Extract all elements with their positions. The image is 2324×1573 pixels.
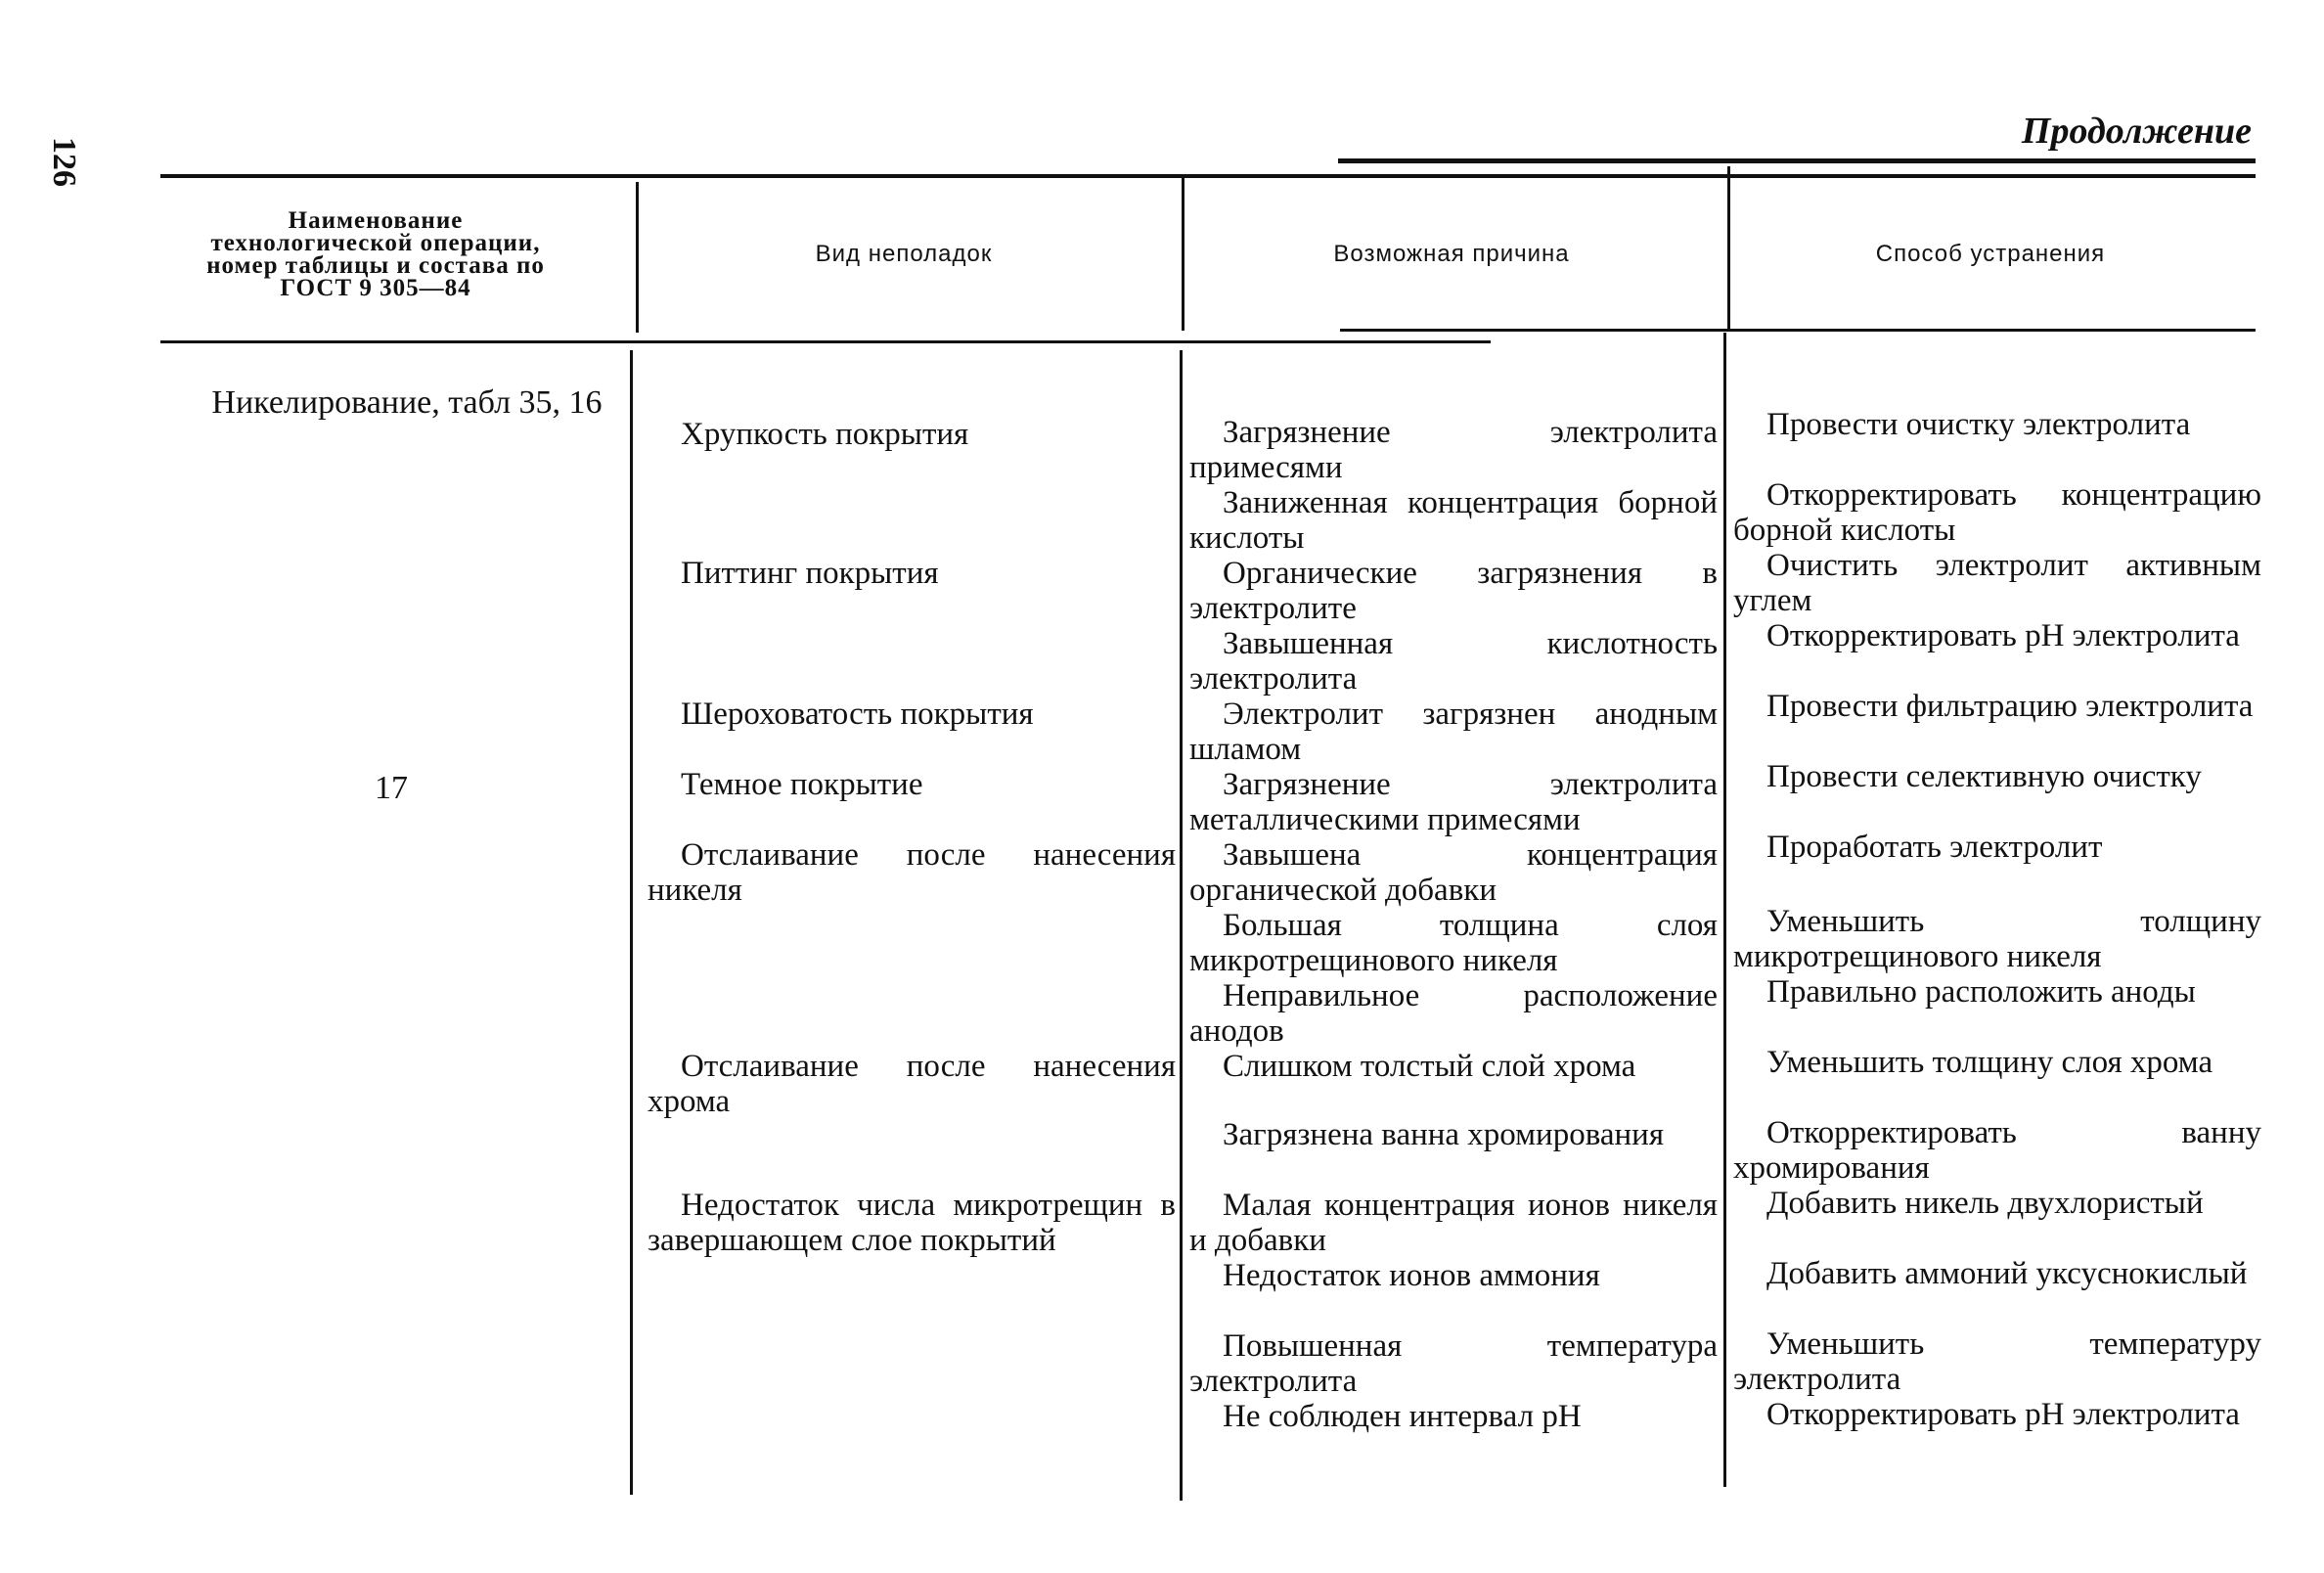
cause-12: Малая концентрация ионов никеля и добавки [1189,1188,1718,1258]
cause-1: Загрязнение электролита примесями [1189,415,1718,485]
defect-4: Темное покрытие [681,767,923,802]
defect-2: Питтинг покрытия [681,556,939,591]
defect-5: Отслаивание после нанесения никеля [648,837,1176,908]
column-divider-2 [1182,174,1184,331]
header-rule-right [1340,329,2256,332]
cause-9: Неправильное расположение анодов [1189,978,1718,1049]
header-defect [640,178,1168,331]
header-cause-text: Возможная причина [1333,241,1570,267]
remedy-15: Откорректировать pH электролита [1766,1397,2240,1432]
cause-14: Повышенная температура электролита [1189,1328,1718,1399]
cause-4: Завышенная кислотность электролита [1189,626,1718,697]
cause-2: Заниженная концентрация борной кислоты [1189,485,1718,556]
cause-8: Большая толщина слоя микротрещинового никеля [1189,908,1718,978]
header-remedy [1731,178,2250,331]
remedy-6: Провести селективную очистку [1766,759,2202,794]
cause-10: Слишком толстый слой хрома [1223,1049,1636,1084]
remedy-2: Откорректировать концентрацию борной кислоты [1733,477,2261,548]
remedy-14: Уменьшить температуру электролита [1733,1326,2261,1397]
header-rule-left [160,340,1491,343]
header-remedy-text: Способ устранения [1875,241,2106,267]
header-operation [190,178,561,331]
remedy-3: Очистить электролит активным углем [1733,548,2261,618]
operation-second: 17 [375,770,408,806]
remedy-5: Провести фильтрацию электролита [1766,689,2254,724]
continuation-label: Продолжение [2021,111,2252,152]
column-divider-2b [1180,350,1183,1501]
page-number: 126 [46,137,82,187]
remedy-10: Уменьшить толщину слоя хрома [1766,1045,2213,1080]
cause-3: Органические загрязнения в электролите [1189,556,1718,626]
header-operation-text: Наименование технологической операции, номер таблицы и состава по ГОСТ 9 305—84 [206,207,545,301]
top-rule-thick [1338,158,2256,163]
operation-main: Никелирование, табл 35, 16 [211,384,603,421]
remedy-13: Добавить аммоний уксуснокислый [1766,1256,2248,1291]
header-cause [1187,178,1716,331]
remedy-11: Откорректировать ванну хромирования [1733,1115,2261,1186]
defect-1: Хрупкость покрытия [681,417,969,452]
header-defect-text: Вид неполадок [815,241,993,267]
column-divider-1 [636,182,639,333]
defect-7: Недостаток числа микротрещин в завершающем слое покрытий [648,1188,1176,1258]
remedy-9: Правильно расположить аноды [1766,974,2196,1010]
cause-11: Загрязнена ванна хромирования [1223,1117,1665,1152]
column-divider-3 [1727,166,1730,329]
remedy-1: Провести очистку электролита [1766,407,2191,442]
defect-3: Шероховатость покрытия [681,697,1034,732]
remedy-8: Уменьшить толщину микротрещинового никеля [1733,904,2261,974]
cause-7: Завышена концентрация органической добавки [1189,837,1718,908]
cause-5: Электролит загрязнен анодным шламом [1189,697,1718,767]
cause-15: Не соблюден интервал pH [1223,1399,1582,1434]
column-divider-1b [630,350,633,1495]
defect-6: Отслаивание после нанесения хрома [648,1049,1176,1119]
cause-6: Загрязнение электролита металлическими примесями [1189,767,1718,837]
remedy-12: Добавить никель двухлористый [1766,1186,2204,1221]
column-divider-3b [1723,333,1726,1487]
table-header [160,178,2256,331]
remedy-4: Откорректировать pH электролита [1766,618,2240,653]
cause-13: Недостаток ионов аммония [1223,1258,1600,1293]
remedy-7: Проработать электролит [1766,830,2103,865]
